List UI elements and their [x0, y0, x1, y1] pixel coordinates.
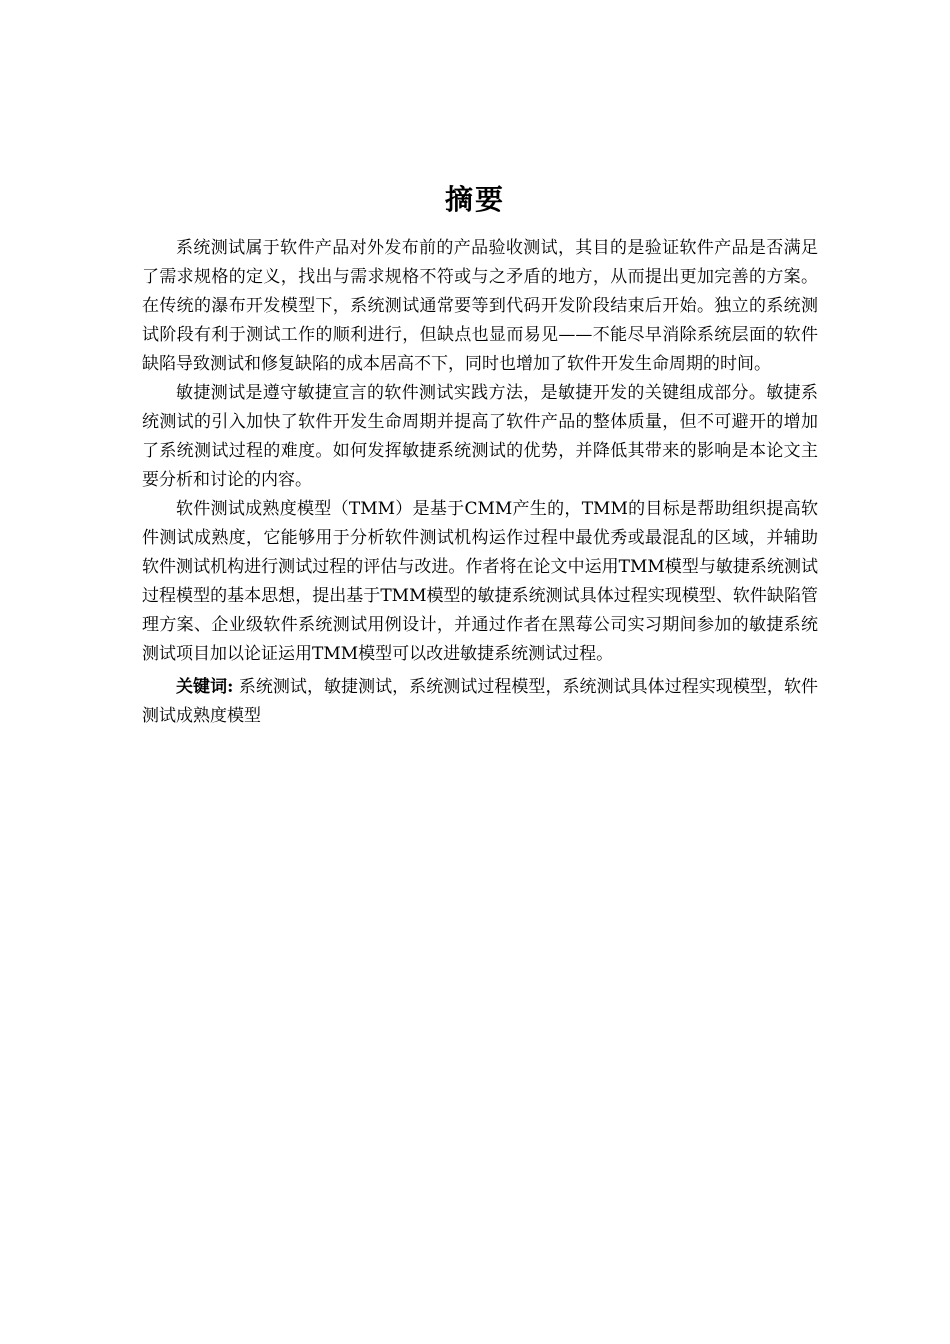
abstract-paragraph-3: 软件测试成熟度模型（TMM）是基于CMM产生的，TMM的目标是帮助组织提高软件测试成熟度，它能够用于分析软件测试机构运作过程中最优秀或最混乱的区域，并辅助软件测试机构进行测试过程的评估与改进。作者将在论文中运用TMM模型与敏捷系统测试过程模型的基本思想，提出基于TMM模型的敏捷系统测试具体过程实现模型、软件缺陷管理方案、企业级软件系统测试用例设计，并通过作者在黑莓公司实习期间参加的敏捷系统测试项目加以论证运用TMM模型可以改进敏捷系统测试过程。	[142, 499, 818, 664]
keywords-text: 系统测试，敏捷测试，系统测试过程模型，系统测试具体过程实现模型，软件测试成熟度模型	[142, 677, 818, 726]
abstract-title: 摘要	[444, 183, 505, 216]
abstract-paragraph-2: 敏捷测试是遵守敏捷宣言的软件测试实践方法，是敏捷开发的关键组成部分。敏捷系统测试的引入加快了软件开发生命周期并提高了软件产品的整体质量，但不可避开的增加了系统测试过程的难度。如何发挥敏捷系统测试的优势，并降低其带来的影响是本论文主要分析和讨论的内容。	[142, 383, 818, 490]
abstract-paragraph-1: 系统测试属于软件产品对外发布前的产品验收测试，其目的是验证软件产品是否满足了需求规格的定义，找出与需求规格不符或与之矛盾的地方，从而提出更加完善的方案。在传统的瀑布开发模型下，系统测试通常要等到代码开发阶段结束后开始。独立的系统测试阶段有利于测试工作的顺利进行，但缺点也显而易见——不能尽早消除系统层面的软件缺陷导致测试和修复缺陷的成本居高不下，同时也增加了软件开发生命周期的时间。	[142, 238, 818, 374]
keywords-label: 关键词:	[176, 677, 234, 697]
abstract-body	[142, 234, 818, 731]
keywords-line	[142, 673, 818, 731]
